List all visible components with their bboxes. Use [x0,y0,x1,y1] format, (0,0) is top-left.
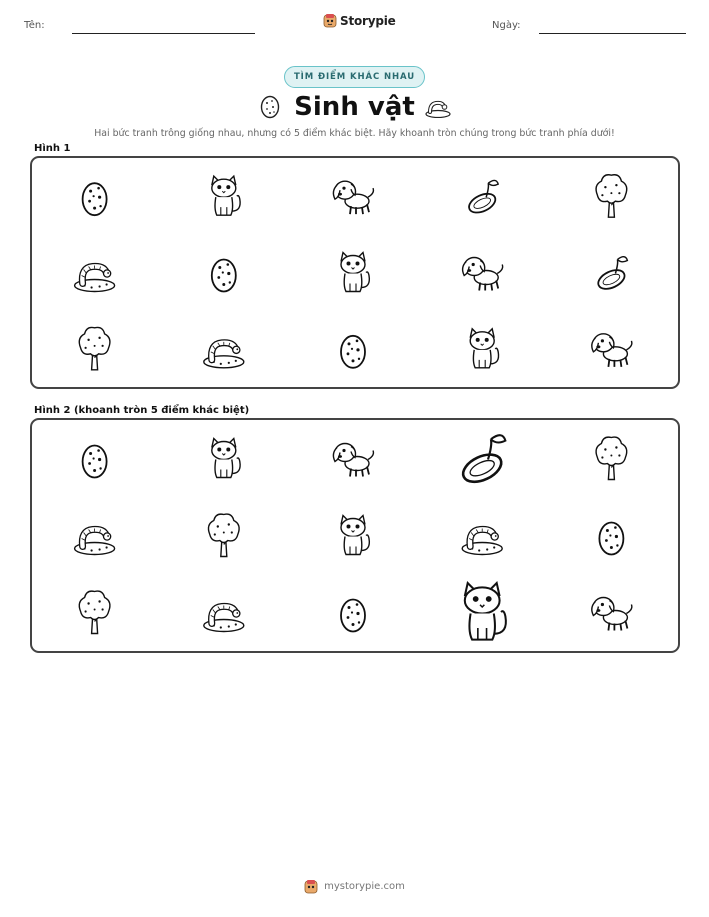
picture-2-panel[interactable] [30,418,680,653]
worm-icon [75,266,115,292]
seed-icon [466,180,498,216]
brand-name: Storypie [340,13,396,28]
dog-icon [463,258,503,291]
cat-icon [212,176,240,215]
panel-2-label: Hình 2 (khoanh tròn 5 điểm khác biệt) [34,405,250,416]
egg-icon [212,260,236,292]
name-field[interactable] [72,33,255,34]
tree-icon[interactable] [596,437,627,479]
dog-icon [333,181,373,214]
date-label: Ngày: [492,20,521,31]
tree-icon[interactable] [208,514,239,556]
cat-icon[interactable] [341,516,369,555]
cat-icon [341,253,369,292]
date-field[interactable] [539,33,686,34]
seed-icon[interactable] [459,435,506,487]
egg-icon[interactable] [341,600,365,632]
egg-icon[interactable] [83,446,107,478]
cat-icon[interactable] [465,583,506,640]
cat-icon [470,329,498,368]
tree-icon [596,175,627,217]
storypie-logo [323,13,396,28]
picture-grid [32,158,678,387]
storypie-footer-icon [304,879,318,894]
seed-icon [595,257,627,293]
activity-tag: TÌM ĐIỂM KHÁC NHAU [284,66,425,88]
storypie-mascot-icon [323,13,337,28]
worm-icon[interactable] [462,529,502,555]
worm-title-icon [424,96,452,118]
picture-grid [32,420,678,651]
panel-1-label: Hình 1 [34,143,71,154]
worm-icon [204,342,244,368]
dog-icon[interactable] [592,598,632,631]
instructions: Hai bức tranh trông giống nhau, nhưng có 5 điểm khác biệt. Hãy khoanh tròn chúng trong bức tranh phía dưới! [94,128,615,139]
tree-icon [79,327,110,369]
worm-icon[interactable] [75,529,115,555]
footer-url: mystorypie.com [324,881,405,892]
page-title: Sinh vật [294,92,415,122]
dog-icon [592,334,632,367]
cat-icon[interactable] [212,439,240,478]
egg-icon [341,336,365,368]
picture-1-panel [30,156,680,389]
egg-icon[interactable] [599,523,623,555]
worm-icon[interactable] [204,606,244,632]
dog-icon[interactable] [333,444,373,477]
footer [0,879,709,894]
egg-icon [83,183,107,215]
name-label: Tên: [24,20,45,31]
tree-icon[interactable] [79,591,110,633]
